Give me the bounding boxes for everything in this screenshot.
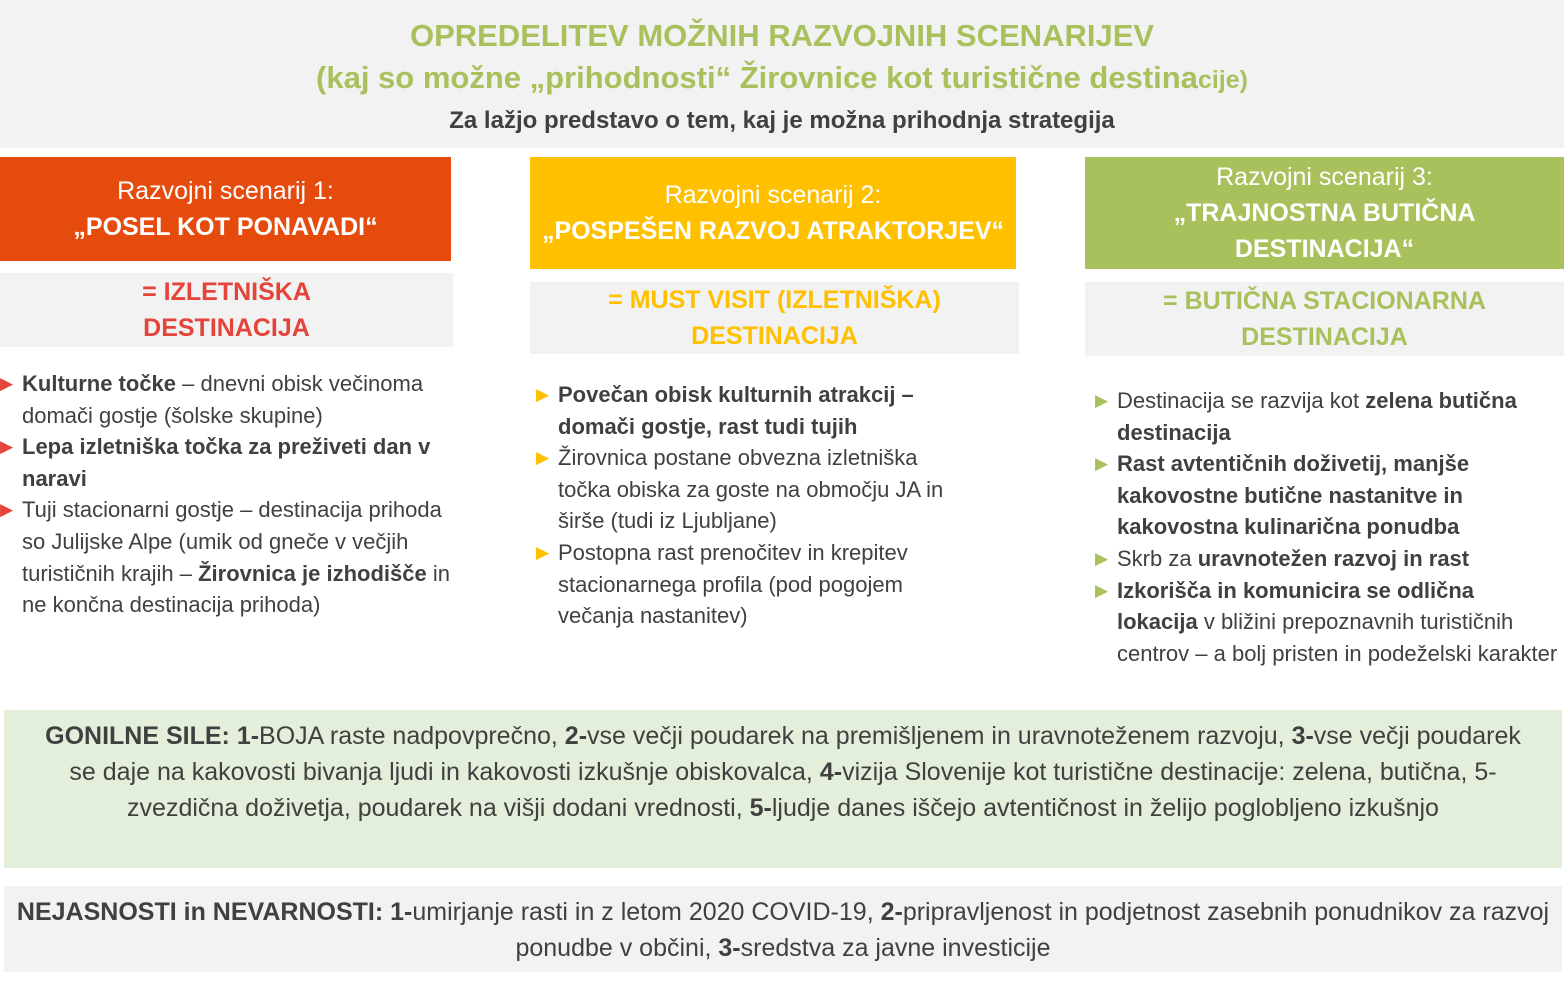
text: sredstva za javne investicije — [740, 934, 1051, 962]
triangle-right-icon: ▶ — [0, 374, 14, 393]
text: umirjanje rasti in z letom 2020 COVID-19, — [412, 898, 881, 926]
triangle-right-icon: ▶ — [0, 437, 14, 457]
bold-text: 2- — [880, 898, 903, 926]
bullet-item — [1095, 385, 1560, 448]
text: in ne končna destinacija prihoda) — [22, 560, 450, 618]
bold-text: Žirovnica je izhodišče — [198, 560, 427, 586]
scenario-1-box — [0, 157, 451, 261]
bullet-item — [536, 379, 976, 442]
bold-text: Rast avtentičnih doživetij, manjše kakovostne butične nastanitve in kakovostna kulinarična ponudba — [1117, 451, 1470, 540]
bold-text: 3- — [718, 934, 741, 962]
triangle-right-icon: ▶ — [536, 385, 550, 404]
scenario-3-label: Razvojni scenarij 3: — [1216, 163, 1433, 191]
bullet-item — [1095, 543, 1560, 575]
title-line2-main: (kaj so možne „prihodnosti“ Žirovnice kot turistične destina — [316, 60, 1198, 95]
scenario-3-name-line1: „TRAJNOSTNA BUTIČNA — [1173, 199, 1476, 227]
bold-text: Lepa izletniška točka za preživeti dan v naravi — [22, 434, 431, 491]
bold-text: zelena butična destinacija — [1117, 388, 1517, 445]
scenario-1-destination-line2: DESTINACIJA — [143, 314, 310, 342]
scenario-3-bullets — [1095, 385, 1560, 669]
bullet-item — [536, 442, 976, 537]
bold-text: Kulturne točke — [22, 371, 177, 396]
text: Postopna rast prenočitev in krepitev stacionarnega profila (pod pogojem večanja nastanitev) — [558, 539, 908, 629]
text: Žirovnica postane obvezna izletniška točka obiska za goste na območju JA in širše (tudi iz Ljubljane) — [558, 445, 944, 534]
text: vizija Slovenije kot turistične destinacije: zelena, butična, 5-zvezdična doživetja, poudarek na višji dodani vrednosti, — [127, 758, 1497, 822]
triangle-right-icon: ▶ — [1095, 454, 1109, 474]
scenario-1-destination — [0, 273, 453, 347]
text: v bližini prepoznavnih turističnih centrov – a bolj pristen in podeželski karakter — [1117, 609, 1558, 666]
scenario-3-destination — [1085, 282, 1564, 356]
bold-text: Povečan obisk kulturnih atrakcij – domači gostje, rast tudi tujih — [558, 382, 914, 439]
bold-text: 2- — [564, 722, 588, 750]
scenario-3-box — [1085, 157, 1564, 269]
text: Destinacija se razvija kot — [1117, 388, 1366, 413]
scenario-2-label: Razvojni scenarij 2: — [664, 181, 882, 209]
triangle-right-icon: ▶ — [536, 542, 550, 562]
driving-forces-panel — [4, 710, 1562, 868]
bullet-item — [0, 368, 460, 431]
bold-text: Izkorišča in komunicira se odlična lokacija — [1117, 577, 1475, 635]
text: vse večji poudarek na premišljenem in uravnoteženem razvoju, — [587, 722, 1292, 750]
scenario-3-name-line2: DESTINACIJA“ — [1234, 235, 1415, 263]
bullet-item — [0, 494, 460, 620]
scenario-2-destination-line2: DESTINACIJA — [691, 322, 858, 350]
bold-text: 4- — [819, 758, 843, 786]
triangle-right-icon: ▶ — [1095, 548, 1109, 568]
subtitle: Za lažjo predstavo o tem, kaj je možna prihodnja strategija — [449, 107, 1115, 134]
triangle-right-icon: ▶ — [1095, 391, 1109, 410]
scenario-1-bullets — [0, 368, 460, 621]
scenario-1-label: Razvojni scenarij 1: — [117, 177, 334, 205]
uncertainties-panel — [4, 886, 1562, 972]
bullet-item — [1095, 575, 1560, 670]
text: vse večji poudarek se daje na kakovosti bivanja ljudi in kakovosti izkušnje obiskovalca, — [69, 722, 1521, 786]
bold-text: uravnotežen razvoj in rast — [1197, 545, 1470, 571]
scenario-2-name: „POSPEŠEN RAZVOJ ATRAKTORJEV“ — [541, 217, 1005, 245]
bold-text: GONILNE SILE: 1- — [45, 722, 260, 750]
triangle-right-icon: ▶ — [1095, 580, 1109, 600]
main-title-line2 — [0, 57, 1564, 101]
text: – dnevni obisk večinoma domači gostje (šolske skupine) — [22, 371, 424, 428]
scenario-3-destination-line2: DESTINACIJA — [1241, 323, 1408, 351]
bullet-item — [1095, 448, 1560, 543]
header-panel — [0, 0, 1564, 148]
triangle-right-icon: ▶ — [536, 448, 550, 468]
text: BOJA raste nadpovprečno, — [259, 722, 565, 750]
bold-text: NEJASNOSTI in NEVARNOSTI: 1- — [16, 898, 413, 926]
scenario-3-destination-line1: = BUTIČNA STACIONARNA — [1163, 287, 1486, 315]
bold-text: 5- — [749, 794, 772, 822]
text: Tuji stacionarni gostje – destinacija prihoda so Julijske Alpe (umik od gneče v večjih turističnih krajih – — [22, 497, 442, 586]
text: pripravljenost in podjetnost zasebnih ponudnikov za razvoj ponudbe v občini, — [515, 898, 1550, 962]
scenario-2-bullets — [536, 379, 976, 632]
scenario-1-destination-line1: = IZLETNIŠKA — [142, 278, 311, 306]
text: Skrb za — [1117, 545, 1198, 571]
scenario-2-destination-line1: = MUST VISIT (IZLETNIŠKA) — [608, 286, 941, 314]
bullet-item — [536, 537, 976, 632]
bold-text: 3- — [1291, 722, 1314, 750]
bullet-item — [0, 431, 460, 494]
main-title: OPREDELITEV MOŽNIH RAZVOJNIH SCENARIJEV — [409, 18, 1155, 53]
text: ljudje danes iščejo avtentičnost in želijo poglobljeno izkušnjo — [771, 794, 1439, 822]
title-line2-small: cije) — [1197, 66, 1248, 94]
scenario-1-name: „POSEL KOT PONAVADI“ — [73, 213, 378, 241]
scenario-2-destination — [530, 282, 1019, 354]
scenario-2-box — [530, 157, 1016, 269]
triangle-right-icon: ▶ — [0, 500, 14, 520]
